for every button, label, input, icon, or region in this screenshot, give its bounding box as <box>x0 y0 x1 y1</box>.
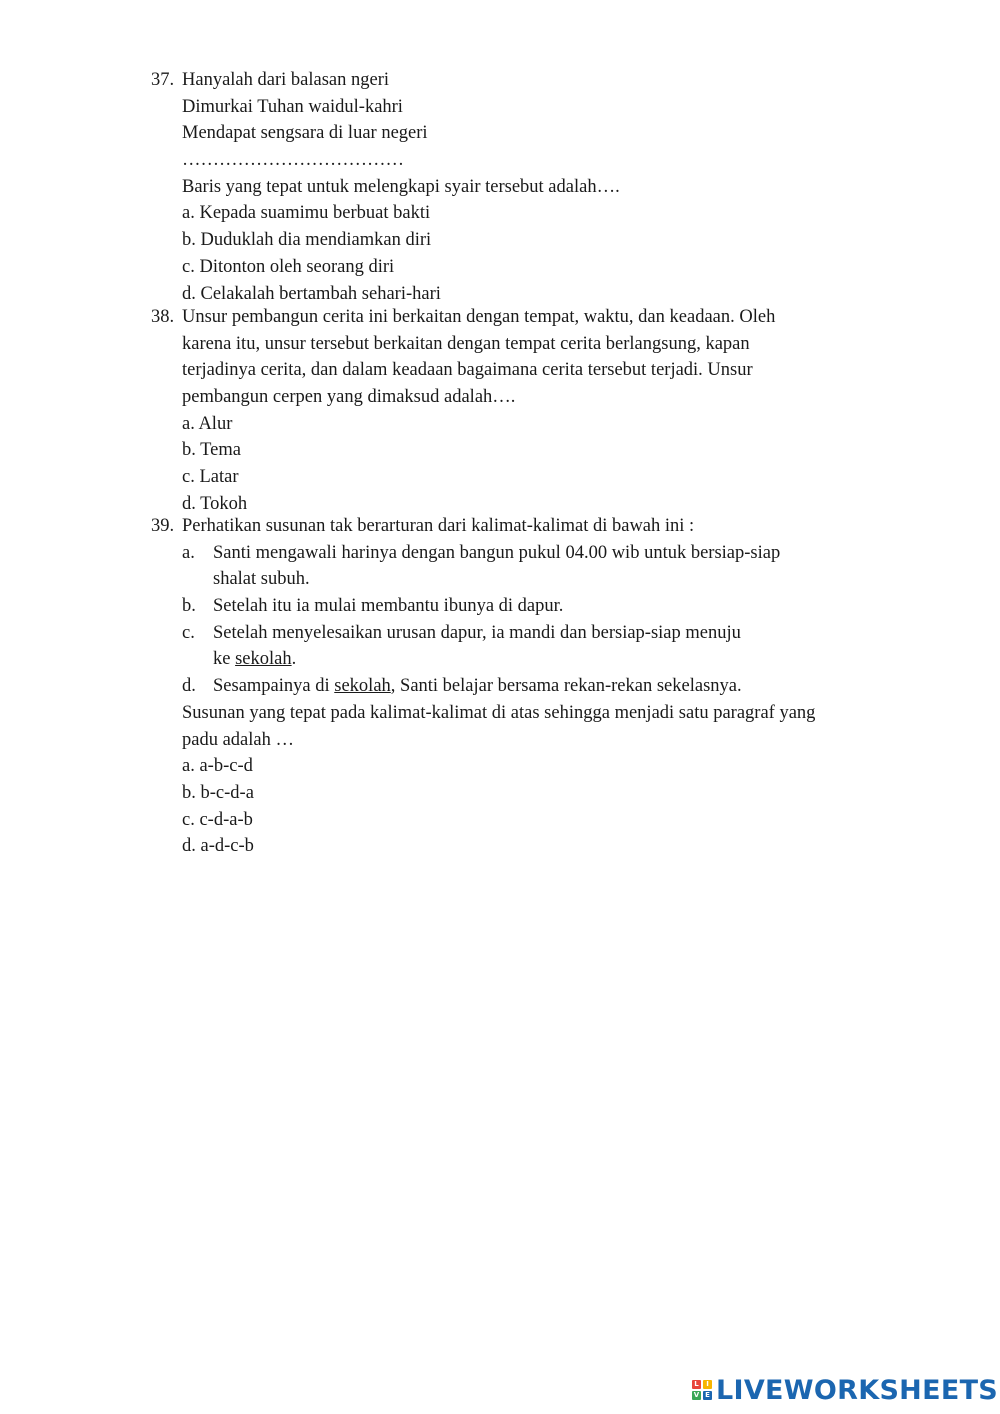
underlined-word: sekolah <box>334 676 391 697</box>
logo-text: LIVEWORKSHEETS <box>716 1374 999 1406</box>
sentence-text: shalat subuh. <box>213 569 310 590</box>
answer-option-a[interactable]: a. Alur <box>182 413 233 434</box>
answer-option-a[interactable]: a. a-b-c-d <box>182 756 253 777</box>
question-text: Baris yang tepat untuk melengkapi syair tersebut adalah…. <box>182 176 620 197</box>
answer-option-c[interactable]: c. Ditonton oleh seorang diri <box>182 256 395 277</box>
sentence-text: Setelah itu ia mulai membantu ibunya di dapur. <box>213 596 564 617</box>
sentence-text-part: ke <box>213 649 236 670</box>
question-text: padu adalah … <box>182 729 294 750</box>
sentence-text <box>213 646 871 673</box>
sentence-text <box>213 673 871 700</box>
underlined-word: sekolah <box>235 649 292 670</box>
question-number: 39. <box>151 516 175 536</box>
answer-option-b[interactable]: b. b-c-d-a <box>182 782 254 803</box>
answer-option-b[interactable]: b. Duduklah dia mendiamkan diri <box>182 230 432 251</box>
logo-letter-v: V <box>693 1391 700 1399</box>
poem-blank-line: ……………………………… <box>182 150 404 171</box>
logo-letter-i: I <box>703 1380 712 1389</box>
question-text: Unsur pembangun cerita ini berkaitan dengan tempat, waktu, dan keadaan. Oleh <box>182 307 776 327</box>
sentence-label: b. <box>182 596 196 617</box>
question-number: 38. <box>151 307 175 327</box>
answer-option-d[interactable]: d. a-d-c-b <box>182 836 254 857</box>
question-text: Susunan yang tepat pada kalimat-kalimat di atas sehingga menjadi satu paragraf yang <box>182 702 816 723</box>
answer-option-d[interactable]: d. Tokoh <box>182 493 248 514</box>
answer-option-d[interactable]: d. Celakalah bertambah sehari-hari <box>182 283 441 304</box>
sentence-label: c. <box>182 622 195 643</box>
sentence-label: a. <box>182 542 195 563</box>
sentence-c <box>182 620 871 673</box>
poem-line: Hanyalah dari balasan ngeri <box>182 70 390 90</box>
logo-letter-e: E <box>703 1391 712 1400</box>
sentence-b <box>182 593 871 620</box>
answer-option-a[interactable]: a. Kepada suamimu berbuat bakti <box>182 203 431 224</box>
sentence-d <box>182 673 871 700</box>
answer-option-b[interactable]: b. Tema <box>182 440 241 461</box>
question-text: pembangun cerpen yang dimaksud adalah…. <box>182 387 516 408</box>
sentence-text-part: Sesampainya di <box>213 676 335 697</box>
sentence-text-part: , Santi belajar bersama rekan-rekan sekelasnya. <box>390 676 742 697</box>
question-text: terjadinya cerita, dan dalam keadaan bagaimana cerita tersebut terjadi. Unsur <box>182 360 753 381</box>
question-37 <box>151 67 871 307</box>
question-number: 37. <box>151 70 175 90</box>
logo-letter-l: L <box>692 1380 701 1389</box>
liveworksheets-logo <box>692 1375 998 1405</box>
sentence-label: d. <box>182 676 196 697</box>
poem-line: Dimurkai Tuhan waidul-kahri <box>182 96 403 117</box>
sentence-text-part: . <box>291 649 297 670</box>
sentence-text: Santi mengawali harinya dengan bangun pukul 04.00 wib untuk bersiap-siap <box>213 542 781 563</box>
question-39 <box>151 513 871 860</box>
question-38 <box>151 304 871 518</box>
question-text: karena itu, unsur tersebut berkaitan dengan tempat cerita berlangsung, kapan <box>182 333 750 354</box>
answer-option-c[interactable]: c. Latar <box>182 467 239 488</box>
logo-grid-icon <box>692 1380 712 1400</box>
sentence-a <box>182 540 871 593</box>
poem-line: Mendapat sengsara di luar negeri <box>182 123 428 144</box>
sentence-text: Setelah menyelesaikan urusan dapur, ia mandi dan bersiap-siap menuju <box>213 622 741 643</box>
question-prompt: Perhatikan susunan tak berarturan dari kalimat-kalimat di bawah ini : <box>182 516 695 536</box>
answer-option-c[interactable]: c. c-d-a-b <box>182 809 253 830</box>
